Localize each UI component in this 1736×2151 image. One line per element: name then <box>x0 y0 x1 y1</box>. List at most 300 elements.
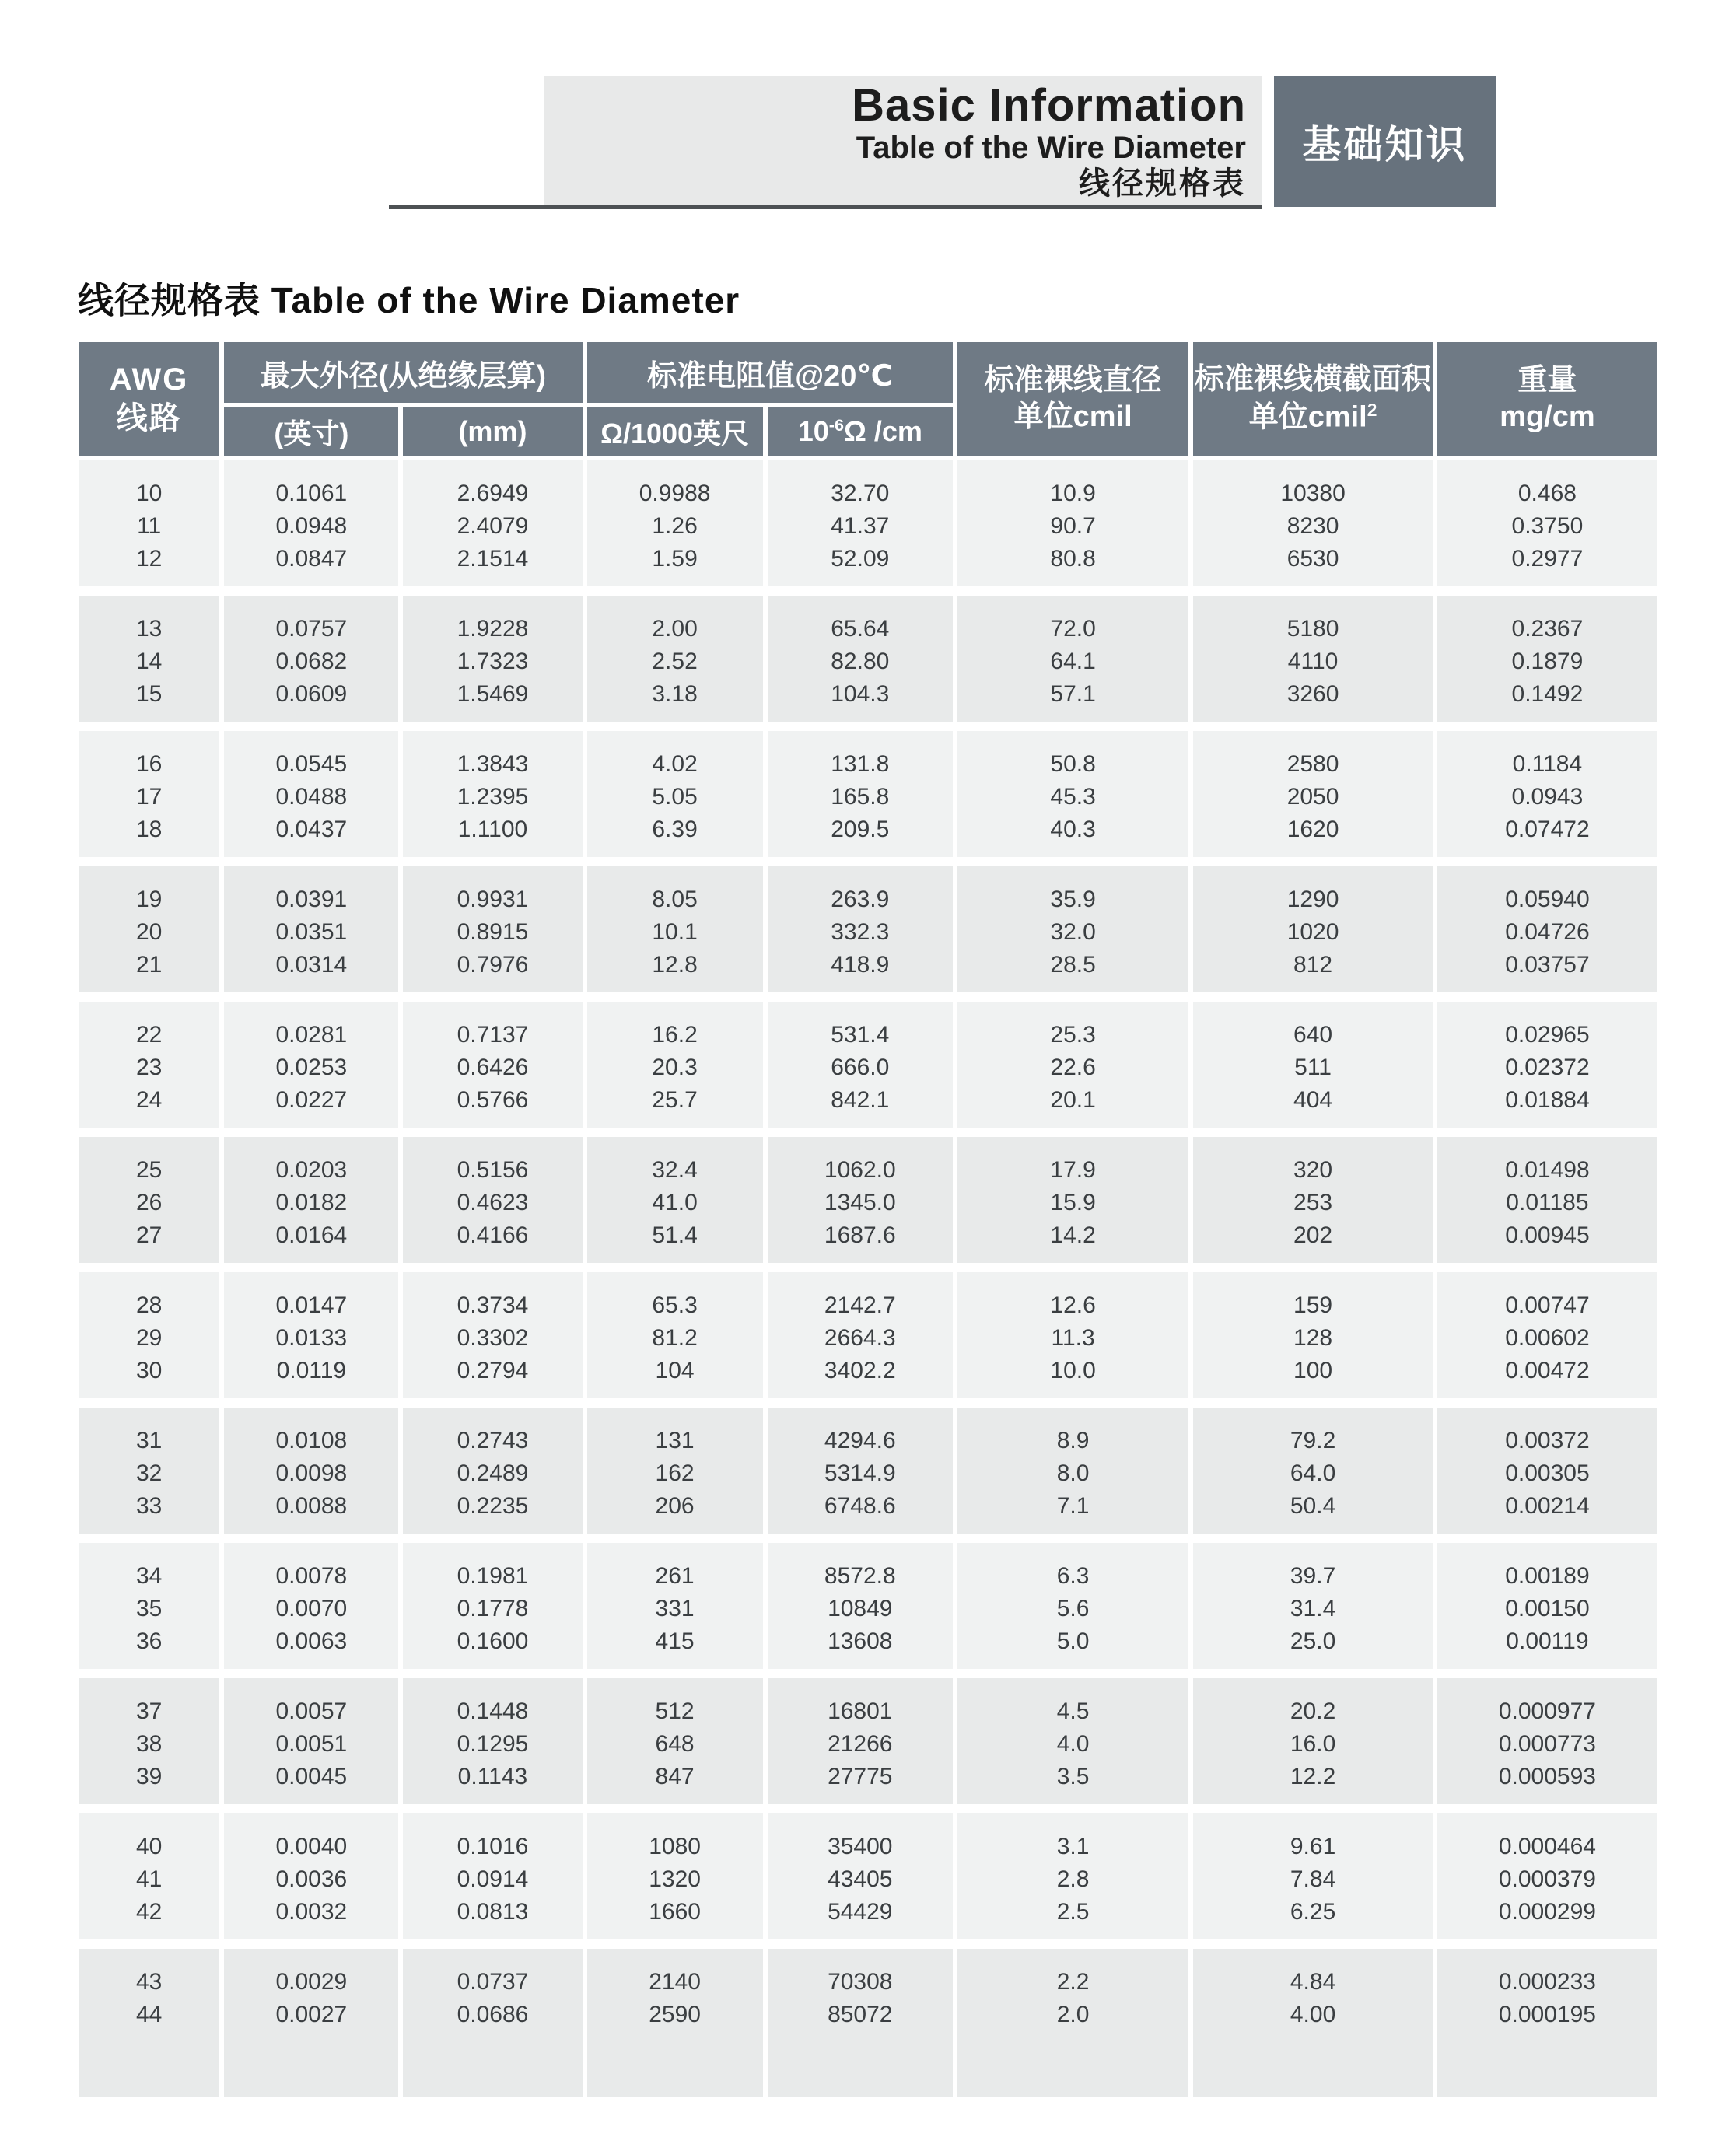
section-title: 线径规格表 Table of the Wire Diameter <box>78 280 740 320</box>
table-cell: 35 <box>76 1593 222 1625</box>
table-cell: 0.02372 <box>1435 1051 1660 1084</box>
table-cell: 65.3 <box>585 1272 765 1322</box>
table-cell: 0.0943 <box>1435 781 1660 813</box>
table-cell: 531.4 <box>765 1002 955 1051</box>
table-cell: 21266 <box>765 1728 955 1761</box>
table-cell: 8230 <box>1191 510 1435 543</box>
table-row-awg-35 <box>76 1593 1660 1625</box>
table-cell: 24 <box>76 1084 222 1128</box>
table-cell: 0.0609 <box>222 678 401 722</box>
table-cell: 1020 <box>1191 916 1435 949</box>
table-cell: 0.4166 <box>401 1219 584 1263</box>
table-cell: 15 <box>76 678 222 722</box>
ohm-per-cm-unit: Ω /cm <box>843 415 922 447</box>
band-gap <box>76 1669 1660 1678</box>
table-cell: 64.0 <box>1191 1457 1435 1490</box>
table-cell: 37 <box>76 1678 222 1728</box>
table-cell: 23 <box>76 1051 222 1084</box>
table-cell: 0.4623 <box>401 1187 584 1219</box>
table-cell: 4294.6 <box>765 1408 955 1457</box>
table-cell: 10.1 <box>585 916 765 949</box>
table-row-awg-23 <box>76 1051 1660 1084</box>
table-cell: 0.468 <box>1435 458 1660 510</box>
table-cell: 648 <box>585 1728 765 1761</box>
table-cell: 22.6 <box>955 1051 1191 1084</box>
table-cell: 0.3750 <box>1435 510 1660 543</box>
table-cell: 17.9 <box>955 1137 1191 1187</box>
table-row-awg-41 <box>76 1863 1660 1896</box>
table-cell: 0.000299 <box>1435 1896 1660 1939</box>
table-cell: 5.0 <box>955 1625 1191 1669</box>
table-cell: 0.01185 <box>1435 1187 1660 1219</box>
band-gap <box>76 857 1660 866</box>
col-header-bare-diameter-line1: 标准裸线直径 <box>984 363 1162 397</box>
table-row-awg-22 <box>76 1002 1660 1051</box>
table-cell: 0.1295 <box>401 1728 584 1761</box>
table-cell: 11.3 <box>955 1322 1191 1355</box>
table-cell: 3260 <box>1191 678 1435 722</box>
table-cell: 10380 <box>1191 458 1435 510</box>
table-cell: 0.0164 <box>222 1219 401 1263</box>
table-cell: 0.0847 <box>222 543 401 586</box>
table-cell: 1320 <box>585 1863 765 1896</box>
table-cell: 0.0070 <box>222 1593 401 1625</box>
table-cell: 0.1981 <box>401 1543 584 1593</box>
table-row-awg-16 <box>76 731 1660 781</box>
table-cell: 10.9 <box>955 458 1191 510</box>
table-cell: 0.1600 <box>401 1625 584 1669</box>
band-gap <box>76 1263 1660 1272</box>
table-row-awg-21 <box>76 949 1660 992</box>
table-cell: 131 <box>585 1408 765 1457</box>
band-gap <box>76 992 1660 1002</box>
table-cell: 0.8915 <box>401 916 584 949</box>
table-cell: 0.00189 <box>1435 1543 1660 1593</box>
table-cell: 50.8 <box>955 731 1191 781</box>
table-cell: 0.01884 <box>1435 1084 1660 1128</box>
table-body <box>76 458 1660 2097</box>
header-divider <box>389 205 1262 209</box>
table-cell: 41.37 <box>765 510 955 543</box>
table-cell: 20.3 <box>585 1051 765 1084</box>
table-cell: 0.0914 <box>401 1863 584 1896</box>
table-cell: 45.3 <box>955 781 1191 813</box>
table-cell: 32 <box>76 1457 222 1490</box>
col-header-awg-line2: 线路 <box>116 401 182 435</box>
table-cell: 2.1514 <box>401 543 584 586</box>
table-cell: 0.0078 <box>222 1543 401 1593</box>
table-cell: 40 <box>76 1813 222 1863</box>
table-cell: 0.000773 <box>1435 1728 1660 1761</box>
table-cell: 0.2489 <box>401 1457 584 1490</box>
ohm-per-cm-exponent: -6 <box>828 415 844 435</box>
table-cell: 7.84 <box>1191 1863 1435 1896</box>
table-cell: 0.00119 <box>1435 1625 1660 1669</box>
table-cell: 104.3 <box>765 678 955 722</box>
table-cell: 1.7323 <box>401 645 584 678</box>
table-cell: 0.3734 <box>401 1272 584 1322</box>
table-cell: 41.0 <box>585 1187 765 1219</box>
table-cell: 2.5 <box>955 1896 1191 1939</box>
table-cell: 1062.0 <box>765 1137 955 1187</box>
table-cell: 263.9 <box>765 866 955 916</box>
table-cell: 1.9228 <box>401 596 584 645</box>
header-title-box <box>544 76 1262 207</box>
table-cell: 4.02 <box>585 731 765 781</box>
table-cell: 0.0032 <box>222 1896 401 1939</box>
table-cell: 20.1 <box>955 1084 1191 1128</box>
table-row-awg-30 <box>76 1355 1660 1398</box>
table-row-awg-27 <box>76 1219 1660 1263</box>
table-cell: 30 <box>76 1355 222 1398</box>
table-cell: 2.2 <box>955 1949 1191 1999</box>
table-cell: 0.04726 <box>1435 916 1660 949</box>
table-cell: 0.6426 <box>401 1051 584 1084</box>
table-cell: 0.0351 <box>222 916 401 949</box>
col-header-cross-section-line1: 标准裸线横截面积 <box>1195 363 1432 397</box>
table-cell: 0.00945 <box>1435 1219 1660 1263</box>
table-cell: 12.6 <box>955 1272 1191 1322</box>
col-header-bare-diameter-line2: 单位cmil <box>1013 400 1132 433</box>
col-subheader-ohm-per-1000ft: Ω/1000英尺 <box>585 405 765 458</box>
table-cell: 159 <box>1191 1272 1435 1322</box>
table-cell: 1345.0 <box>765 1187 955 1219</box>
table-row-awg-12 <box>76 543 1660 586</box>
table-row-awg-18 <box>76 813 1660 857</box>
table-cell: 128 <box>1191 1322 1435 1355</box>
table-cell: 41 <box>76 1863 222 1896</box>
table-cell: 14.2 <box>955 1219 1191 1263</box>
table-row-awg-34 <box>76 1543 1660 1593</box>
col-header-cross-section-line2 <box>1193 399 1433 436</box>
table-cell: 0.5766 <box>401 1084 584 1128</box>
table-cell: 51.4 <box>585 1219 765 1263</box>
table-cell: 35.9 <box>955 866 1191 916</box>
band-gap <box>76 1534 1660 1543</box>
table-cell: 90.7 <box>955 510 1191 543</box>
table-cell: 64.1 <box>955 645 1191 678</box>
table-cell: 40.3 <box>955 813 1191 857</box>
table-cell: 0.0063 <box>222 1625 401 1669</box>
table-cell: 0.7976 <box>401 949 584 992</box>
table-cell: 209.5 <box>765 813 955 857</box>
wire-diameter-table <box>74 338 1662 2097</box>
table-row-awg-19 <box>76 866 1660 916</box>
header-subtitle-zh: 线径规格表 <box>1079 166 1246 201</box>
table-cell: 0.0545 <box>222 731 401 781</box>
table-cell: 0.0737 <box>401 1949 584 1999</box>
table-cell: 666.0 <box>765 1051 955 1084</box>
table-cell: 1.1100 <box>401 813 584 857</box>
table-cell: 54429 <box>765 1896 955 1939</box>
table-cell: 0.0057 <box>222 1678 401 1728</box>
table-cell: 0.00305 <box>1435 1457 1660 1490</box>
table-cell: 1.5469 <box>401 678 584 722</box>
table-cell: 0.07472 <box>1435 813 1660 857</box>
table-cell: 57.1 <box>955 678 1191 722</box>
table-cell: 415 <box>585 1625 765 1669</box>
table-cell: 0.03757 <box>1435 949 1660 992</box>
table-cell: 6.39 <box>585 813 765 857</box>
table-cell: 0.00602 <box>1435 1322 1660 1355</box>
table-cell: 331 <box>585 1593 765 1625</box>
table-cell: 0.0119 <box>222 1355 401 1398</box>
table-cell: 0.0108 <box>222 1408 401 1457</box>
table-cell: 32.70 <box>765 458 955 510</box>
col-header-bare-diameter <box>955 340 1191 458</box>
table-cell: 206 <box>585 1490 765 1534</box>
table-cell: 0.0147 <box>222 1272 401 1322</box>
table-cell: 202 <box>1191 1219 1435 1263</box>
table-row-awg-17 <box>76 781 1660 813</box>
table-cell: 2050 <box>1191 781 1435 813</box>
table-cell: 0.00747 <box>1435 1272 1660 1322</box>
table-cell: 0.2235 <box>401 1490 584 1534</box>
table-cell: 0.0027 <box>222 1999 401 2097</box>
table-cell: 72.0 <box>955 596 1191 645</box>
table-cell: 0.0051 <box>222 1728 401 1761</box>
table-cell: 0.0182 <box>222 1187 401 1219</box>
col-subheader-ohm-per-cm <box>765 405 955 458</box>
table-cell: 15.9 <box>955 1187 1191 1219</box>
band-gap <box>76 586 1660 596</box>
table-cell: 0.2977 <box>1435 543 1660 586</box>
table-cell: 640 <box>1191 1002 1435 1051</box>
table-row-awg-33 <box>76 1490 1660 1534</box>
table-cell: 16 <box>76 731 222 781</box>
col-header-awg <box>76 340 222 458</box>
table-cell: 20.2 <box>1191 1678 1435 1728</box>
table-row-awg-29 <box>76 1322 1660 1355</box>
table-row-awg-25 <box>76 1137 1660 1187</box>
table-cell: 2664.3 <box>765 1322 955 1355</box>
table-cell: 842.1 <box>765 1084 955 1128</box>
table-cell: 25.7 <box>585 1084 765 1128</box>
table-cell: 404 <box>1191 1084 1435 1128</box>
table-cell: 13 <box>76 596 222 645</box>
table-cell: 162 <box>585 1457 765 1490</box>
table-cell: 253 <box>1191 1187 1435 1219</box>
table-cell: 512 <box>585 1678 765 1728</box>
table-cell: 12.8 <box>585 949 765 992</box>
table-cell: 3.5 <box>955 1761 1191 1804</box>
table-cell: 19 <box>76 866 222 916</box>
table-cell: 3.1 <box>955 1813 1191 1863</box>
table-cell: 2.0 <box>955 1999 1191 2097</box>
table-cell: 2.8 <box>955 1863 1191 1896</box>
table-cell: 0.05940 <box>1435 866 1660 916</box>
col-header-weight-line1: 重量 <box>1517 363 1577 397</box>
table-cell: 12.2 <box>1191 1761 1435 1804</box>
table-cell: 1660 <box>585 1896 765 1939</box>
table-cell: 14 <box>76 645 222 678</box>
table-cell: 0.0227 <box>222 1084 401 1128</box>
table-cell: 4.5 <box>955 1678 1191 1728</box>
table-row-awg-10 <box>76 458 1660 510</box>
table-cell: 0.1492 <box>1435 678 1660 722</box>
table-cell: 8.0 <box>955 1457 1191 1490</box>
table-cell: 2.52 <box>585 645 765 678</box>
table-cell: 25 <box>76 1137 222 1187</box>
table-cell: 1.2395 <box>401 781 584 813</box>
table-cell: 44 <box>76 1999 222 2097</box>
band-gap <box>76 1398 1660 1408</box>
table-cell: 8.9 <box>955 1408 1191 1457</box>
table-cell: 0.1778 <box>401 1593 584 1625</box>
table-header-row-1 <box>76 340 1660 405</box>
table-cell: 1290 <box>1191 866 1435 916</box>
table-cell: 4110 <box>1191 645 1435 678</box>
table-cell: 0.2367 <box>1435 596 1660 645</box>
table-cell: 81.2 <box>585 1322 765 1355</box>
table-cell: 0.00214 <box>1435 1490 1660 1534</box>
table-cell: 2590 <box>585 1999 765 2097</box>
col-header-cross-section <box>1191 340 1435 458</box>
table-cell: 0.0948 <box>222 510 401 543</box>
table-cell: 16.2 <box>585 1002 765 1051</box>
table-cell: 42 <box>76 1896 222 1939</box>
table-cell: 0.0686 <box>401 1999 584 2097</box>
table-cell: 2142.7 <box>765 1272 955 1322</box>
table-cell: 0.9931 <box>401 866 584 916</box>
table-cell: 0.0253 <box>222 1051 401 1084</box>
table-cell: 0.0088 <box>222 1490 401 1534</box>
ohm-per-cm-base: 10 <box>797 415 829 447</box>
table-cell: 6530 <box>1191 543 1435 586</box>
col-header-weight <box>1435 340 1660 458</box>
table-cell: 32.4 <box>585 1137 765 1187</box>
table-cell: 25.0 <box>1191 1625 1435 1669</box>
table-cell: 18 <box>76 813 222 857</box>
table-cell: 0.1143 <box>401 1761 584 1804</box>
col-header-weight-line2: mg/cm <box>1500 400 1595 433</box>
table-cell: 0.2794 <box>401 1355 584 1398</box>
table-cell: 320 <box>1191 1137 1435 1187</box>
table-row-awg-43 <box>76 1949 1660 1999</box>
table-cell: 6.25 <box>1191 1896 1435 1939</box>
col-subheader-mm: (mm) <box>401 405 584 458</box>
table-cell: 27775 <box>765 1761 955 1804</box>
table-row-awg-36 <box>76 1625 1660 1669</box>
table-cell: 80.8 <box>955 543 1191 586</box>
cross-section-unit-exponent: 2 <box>1367 399 1377 420</box>
table-cell: 332.3 <box>765 916 955 949</box>
table-cell: 32.0 <box>955 916 1191 949</box>
table-cell: 13608 <box>765 1625 955 1669</box>
table-cell: 0.2743 <box>401 1408 584 1457</box>
table-cell: 100 <box>1191 1355 1435 1398</box>
table-cell: 165.8 <box>765 781 955 813</box>
table-cell: 0.0098 <box>222 1457 401 1490</box>
table-cell: 0.0757 <box>222 596 401 645</box>
table-cell: 5314.9 <box>765 1457 955 1490</box>
table-row-awg-40 <box>76 1813 1660 1863</box>
table-cell: 82.80 <box>765 645 955 678</box>
table-cell: 5180 <box>1191 596 1435 645</box>
table-cell: 6.3 <box>955 1543 1191 1593</box>
table-cell: 16.0 <box>1191 1728 1435 1761</box>
table-cell: 8.05 <box>585 866 765 916</box>
table-cell: 1.3843 <box>401 731 584 781</box>
table-cell: 0.3302 <box>401 1322 584 1355</box>
table-cell: 39 <box>76 1761 222 1804</box>
table-cell: 2580 <box>1191 731 1435 781</box>
table-row-awg-14 <box>76 645 1660 678</box>
table-row-awg-24 <box>76 1084 1660 1128</box>
table-cell: 0.00472 <box>1435 1355 1660 1398</box>
table-cell: 0.02965 <box>1435 1002 1660 1051</box>
col-header-awg-line1: AWG <box>109 362 189 397</box>
table-cell: 0.0133 <box>222 1322 401 1355</box>
table-cell: 0.0029 <box>222 1949 401 1999</box>
table-cell: 418.9 <box>765 949 955 992</box>
table-cell: 4.84 <box>1191 1949 1435 1999</box>
table-cell: 0.0036 <box>222 1863 401 1896</box>
table-cell: 17 <box>76 781 222 813</box>
table-cell: 27 <box>76 1219 222 1263</box>
table-cell: 2.00 <box>585 596 765 645</box>
table-cell: 28 <box>76 1272 222 1322</box>
table-row-awg-15 <box>76 678 1660 722</box>
table-cell: 7.1 <box>955 1490 1191 1534</box>
col-header-resistance: 标准电阻值@20℃ <box>585 340 955 405</box>
table-cell: 85072 <box>765 1999 955 2097</box>
table-cell: 31 <box>76 1408 222 1457</box>
table-cell: 2140 <box>585 1949 765 1999</box>
table-cell: 79.2 <box>1191 1408 1435 1457</box>
table-cell: 50.4 <box>1191 1490 1435 1534</box>
col-subheader-inch: (英寸) <box>222 405 401 458</box>
table-row-awg-11 <box>76 510 1660 543</box>
table-cell: 33 <box>76 1490 222 1534</box>
table-cell: 0.7137 <box>401 1002 584 1051</box>
header-title-en: Basic Information <box>852 79 1246 131</box>
table-cell: 43 <box>76 1949 222 1999</box>
band-gap <box>76 1939 1660 1949</box>
table-row-awg-28 <box>76 1272 1660 1322</box>
table-cell: 52.09 <box>765 543 955 586</box>
table-cell: 9.61 <box>1191 1813 1435 1863</box>
table-cell: 0.000464 <box>1435 1813 1660 1863</box>
table-cell: 1080 <box>585 1813 765 1863</box>
col-header-max-od: 最大外径(从绝缘层算) <box>222 340 584 405</box>
table-cell: 43405 <box>765 1863 955 1896</box>
table-cell: 0.000977 <box>1435 1678 1660 1728</box>
table-cell: 3402.2 <box>765 1355 955 1398</box>
table-cell: 0.0437 <box>222 813 401 857</box>
table-cell: 38 <box>76 1728 222 1761</box>
table-cell: 10849 <box>765 1593 955 1625</box>
table-cell: 0.5156 <box>401 1137 584 1187</box>
table-row-awg-37 <box>76 1678 1660 1728</box>
table-cell: 4.00 <box>1191 1999 1435 2097</box>
table-cell: 1620 <box>1191 813 1435 857</box>
table-cell: 1.26 <box>585 510 765 543</box>
table-row-awg-13 <box>76 596 1660 645</box>
table-cell: 0.00150 <box>1435 1593 1660 1625</box>
cross-section-unit: 单位cmil <box>1248 400 1367 434</box>
table-cell: 0.00372 <box>1435 1408 1660 1457</box>
table-cell: 1.59 <box>585 543 765 586</box>
table-cell: 5.05 <box>585 781 765 813</box>
header-badge: 基础知识 <box>1274 76 1496 207</box>
table-cell: 0.000195 <box>1435 1999 1660 2097</box>
table-cell: 0.0045 <box>222 1761 401 1804</box>
table-cell: 0.01498 <box>1435 1137 1660 1187</box>
table-cell: 70308 <box>765 1949 955 1999</box>
table-cell: 21 <box>76 949 222 992</box>
band-gap <box>76 1804 1660 1813</box>
